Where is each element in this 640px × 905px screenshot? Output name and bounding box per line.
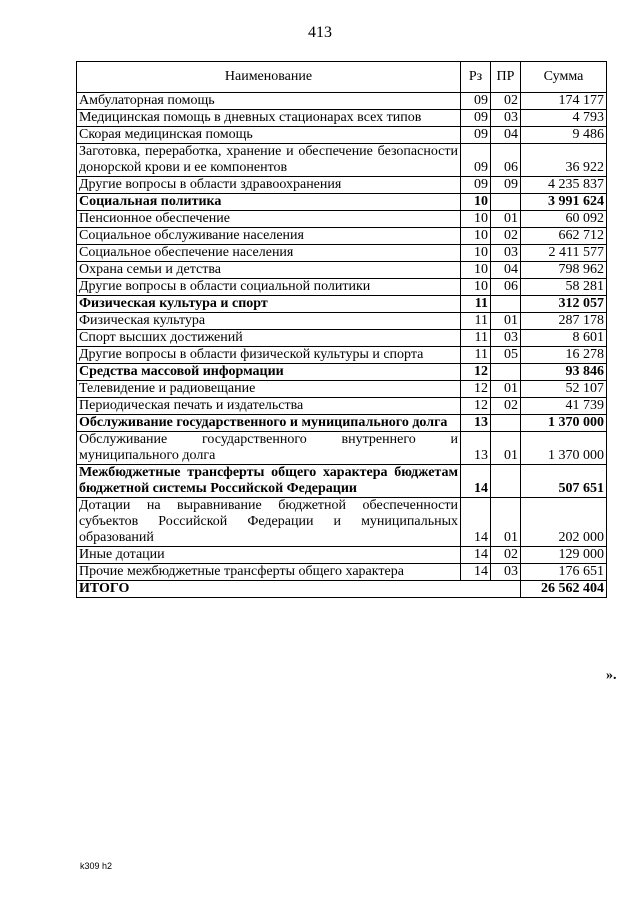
row-name: Прочие межбюджетные трансферты общего характера <box>77 564 461 581</box>
row-name: Обслуживание государственного и муниципального долга <box>77 415 461 432</box>
header-pr: ПР <box>491 62 521 93</box>
row-rz: 13 <box>461 432 491 465</box>
row-name: Социальное обеспечение населения <box>77 245 461 262</box>
row-rz: 14 <box>461 498 491 547</box>
row-rz: 09 <box>461 177 491 194</box>
budget-table <box>76 61 607 598</box>
row-sum: 312 057 <box>521 296 607 313</box>
row-name: Амбулаторная помощь <box>77 93 461 110</box>
row-pr: 02 <box>491 228 521 245</box>
row-rz: 09 <box>461 110 491 127</box>
row-rz: 10 <box>461 262 491 279</box>
table-row <box>77 381 607 398</box>
row-pr: 03 <box>491 564 521 581</box>
row-name: Физическая культура и спорт <box>77 296 461 313</box>
table-row <box>77 194 607 211</box>
row-name: Другие вопросы в области физической культуры и спорта <box>77 347 461 364</box>
footer-code: k309 h2 <box>80 861 113 871</box>
row-sum: 1 370 000 <box>521 415 607 432</box>
row-sum: 174 177 <box>521 93 607 110</box>
table-row <box>77 279 607 296</box>
table-row <box>77 498 607 547</box>
row-pr: 03 <box>491 330 521 347</box>
table-row <box>77 364 607 381</box>
row-pr: 01 <box>491 498 521 547</box>
row-name: Социальная политика <box>77 194 461 211</box>
header-sum: Сумма <box>521 62 607 93</box>
row-pr: 09 <box>491 177 521 194</box>
row-pr: 02 <box>491 547 521 564</box>
row-sum: 202 000 <box>521 498 607 547</box>
row-pr: 01 <box>491 313 521 330</box>
table-row <box>77 313 607 330</box>
row-rz: 11 <box>461 347 491 364</box>
row-rz: 10 <box>461 211 491 228</box>
row-pr: 06 <box>491 279 521 296</box>
row-rz: 14 <box>461 564 491 581</box>
row-name: Дотации на выравнивание бюджетной обеспеченности субъектов Российской Федерации и муниципальных образований <box>77 498 461 547</box>
row-rz: 09 <box>461 127 491 144</box>
row-rz: 13 <box>461 415 491 432</box>
table-row <box>77 144 607 177</box>
header-name: Наименование <box>77 62 461 93</box>
table-row <box>77 432 607 465</box>
row-rz: 12 <box>461 398 491 415</box>
table-row <box>77 564 607 581</box>
table-row <box>77 228 607 245</box>
row-sum: 4 235 837 <box>521 177 607 194</box>
row-sum: 16 278 <box>521 347 607 364</box>
row-sum: 58 281 <box>521 279 607 296</box>
table-row <box>77 330 607 347</box>
row-rz: 10 <box>461 245 491 262</box>
total-row <box>77 581 607 598</box>
row-rz: 11 <box>461 296 491 313</box>
total-blank-pr <box>491 581 521 598</box>
row-rz: 11 <box>461 330 491 347</box>
row-rz: 10 <box>461 194 491 211</box>
row-sum: 662 712 <box>521 228 607 245</box>
row-name: Другие вопросы в области здравоохранения <box>77 177 461 194</box>
row-name: Другие вопросы в области социальной политики <box>77 279 461 296</box>
row-pr <box>491 465 521 498</box>
row-sum: 52 107 <box>521 381 607 398</box>
table-row <box>77 177 607 194</box>
row-name: Скорая медицинская помощь <box>77 127 461 144</box>
row-rz: 12 <box>461 364 491 381</box>
row-pr: 01 <box>491 211 521 228</box>
row-pr: 03 <box>491 110 521 127</box>
row-sum: 41 739 <box>521 398 607 415</box>
row-sum: 9 486 <box>521 127 607 144</box>
row-sum: 176 651 <box>521 564 607 581</box>
row-sum: 36 922 <box>521 144 607 177</box>
table-row <box>77 93 607 110</box>
table-row <box>77 211 607 228</box>
row-rz: 10 <box>461 228 491 245</box>
row-name: Пенсионное обеспечение <box>77 211 461 228</box>
row-name: Средства массовой информации <box>77 364 461 381</box>
row-sum: 287 178 <box>521 313 607 330</box>
table-row <box>77 465 607 498</box>
row-name: Социальное обслуживание населения <box>77 228 461 245</box>
row-rz: 09 <box>461 93 491 110</box>
row-name: Иные дотации <box>77 547 461 564</box>
row-name: Медицинская помощь в дневных стационарах всех типов <box>77 110 461 127</box>
row-pr: 01 <box>491 432 521 465</box>
row-sum: 60 092 <box>521 211 607 228</box>
table-body <box>77 93 607 581</box>
total-closing-quote: ». <box>606 668 617 683</box>
row-pr <box>491 364 521 381</box>
row-name: Охрана семьи и детства <box>77 262 461 279</box>
total-sum: 26 562 404 <box>521 581 607 598</box>
table-row <box>77 547 607 564</box>
row-pr <box>491 194 521 211</box>
row-sum: 507 651 <box>521 465 607 498</box>
row-name: Периодическая печать и издательства <box>77 398 461 415</box>
row-rz: 09 <box>461 144 491 177</box>
row-rz: 11 <box>461 313 491 330</box>
row-sum: 1 370 000 <box>521 432 607 465</box>
row-sum: 129 000 <box>521 547 607 564</box>
total-label: ИТОГО <box>77 581 461 598</box>
row-pr: 03 <box>491 245 521 262</box>
row-rz: 10 <box>461 279 491 296</box>
row-sum: 2 411 577 <box>521 245 607 262</box>
row-name: Физическая культура <box>77 313 461 330</box>
row-sum: 4 793 <box>521 110 607 127</box>
row-name: Обслуживание государственного внутреннего и муниципального долга <box>77 432 461 465</box>
row-pr <box>491 415 521 432</box>
total-blank-rz <box>461 581 491 598</box>
row-name: Телевидение и радиовещание <box>77 381 461 398</box>
page-number: 413 <box>308 24 332 41</box>
table-row <box>77 347 607 364</box>
row-pr: 01 <box>491 381 521 398</box>
row-rz: 14 <box>461 547 491 564</box>
table-row <box>77 415 607 432</box>
row-rz: 14 <box>461 465 491 498</box>
row-sum: 8 601 <box>521 330 607 347</box>
table-row <box>77 296 607 313</box>
row-sum: 93 846 <box>521 364 607 381</box>
row-name: Межбюджетные трансферты общего характера бюджетам бюджетной системы Российской Федерации <box>77 465 461 498</box>
table-header-row <box>77 62 607 93</box>
table-row <box>77 262 607 279</box>
table-row <box>77 245 607 262</box>
table-row <box>77 398 607 415</box>
row-pr <box>491 296 521 313</box>
row-pr: 05 <box>491 347 521 364</box>
row-sum: 798 962 <box>521 262 607 279</box>
row-pr: 02 <box>491 93 521 110</box>
row-pr: 06 <box>491 144 521 177</box>
table-row <box>77 127 607 144</box>
row-pr: 02 <box>491 398 521 415</box>
row-pr: 04 <box>491 262 521 279</box>
row-rz: 12 <box>461 381 491 398</box>
row-name: Заготовка, переработка, хранение и обеспечение безопасности донорской крови и ее компонентов <box>77 144 461 177</box>
row-name: Спорт высших достижений <box>77 330 461 347</box>
header-rz: Рз <box>461 62 491 93</box>
table-row <box>77 110 607 127</box>
row-sum: 3 991 624 <box>521 194 607 211</box>
row-pr: 04 <box>491 127 521 144</box>
